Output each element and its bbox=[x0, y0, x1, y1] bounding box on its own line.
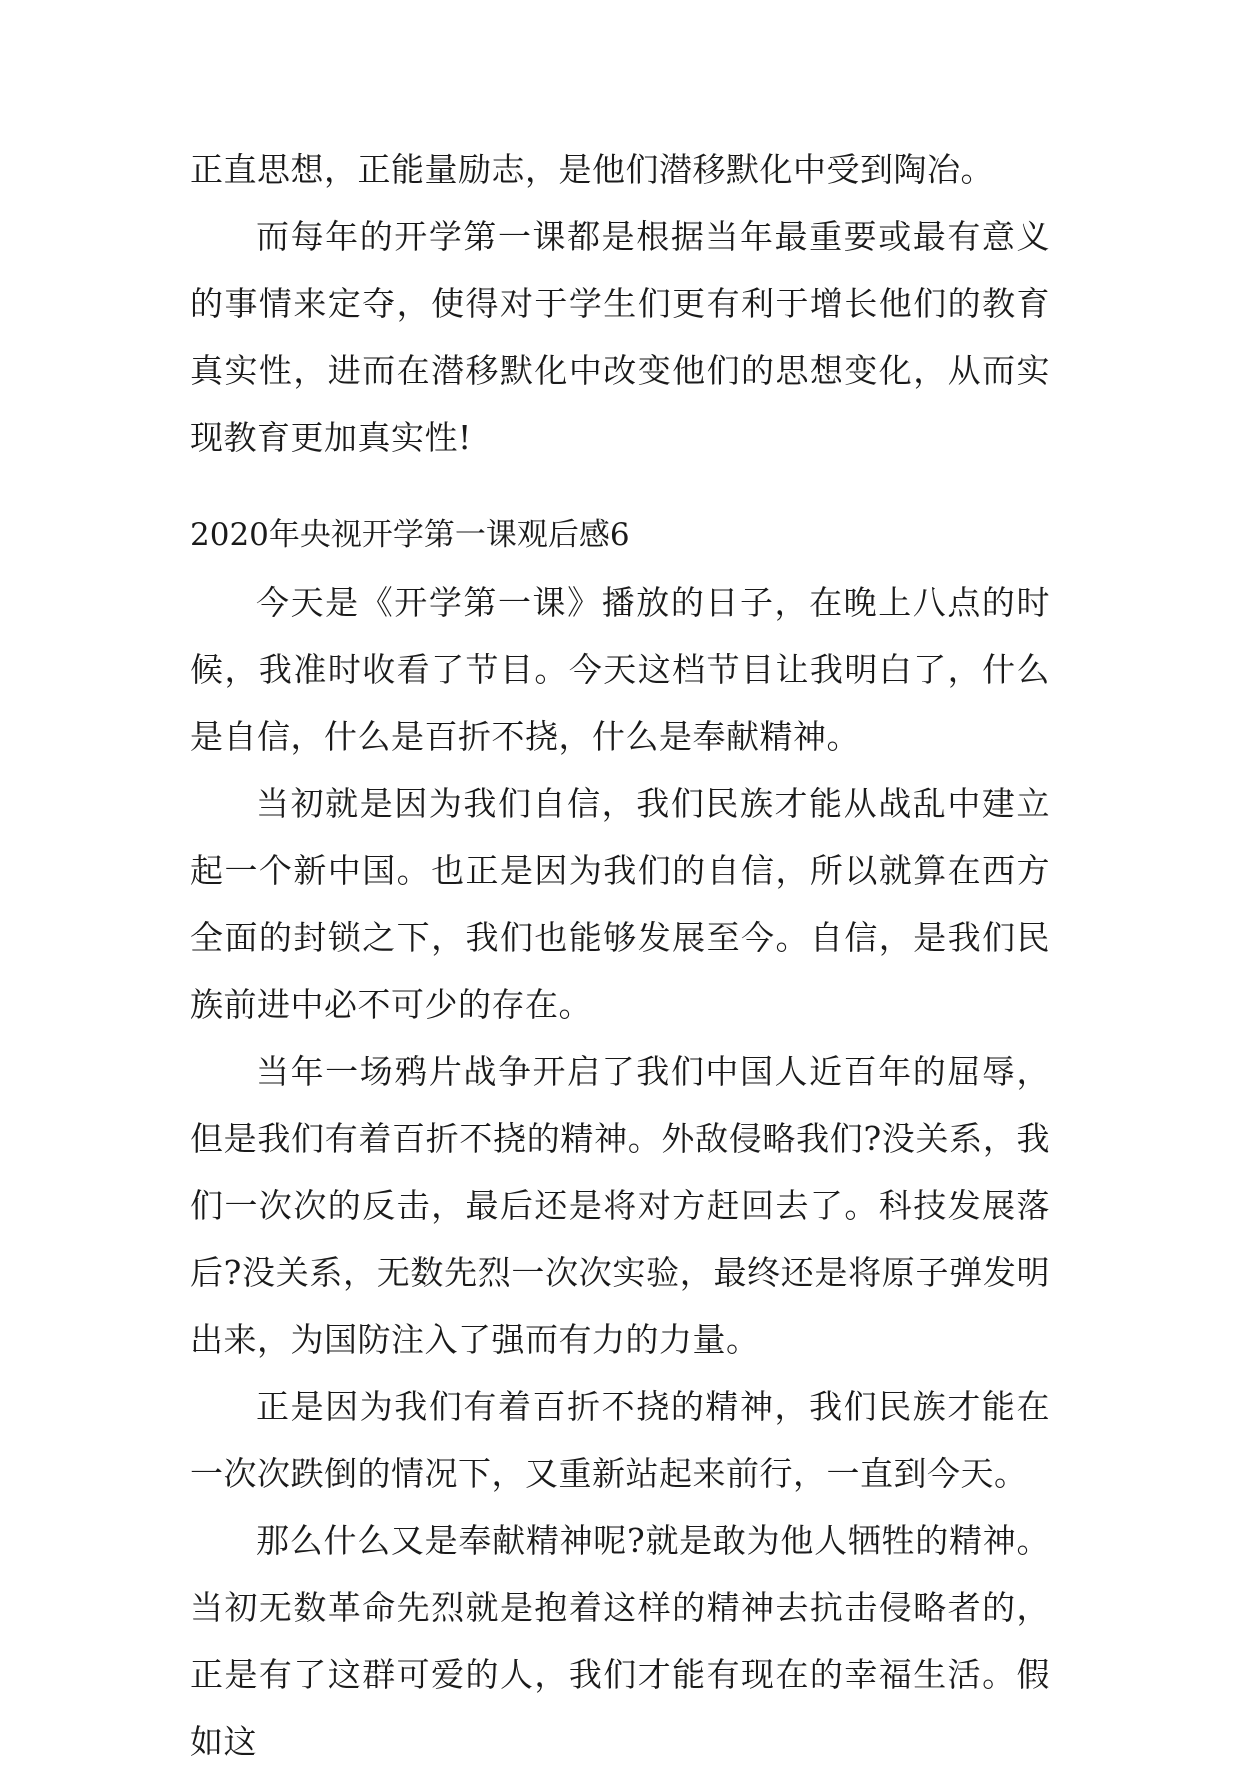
paragraph: 正是因为我们有着百折不挠的精神，我们民族才能在一次次跌倒的情况下，又重新站起来前行，一直到今天。 bbox=[190, 1387, 1050, 1493]
paragraph-continued: 正直思想，正能量励志，是他们潜移默化中受到陶冶。 bbox=[190, 150, 994, 189]
paragraph: 那么什么又是奉献精神呢?就是敢为他人牺牲的精神。当初无数革命先烈就是抱着这样的精神去抗击侵略者的，正是有了这群可爱的人，我们才能有现在的幸福生活。假如这 bbox=[190, 1521, 1050, 1761]
top-section bbox=[190, 136, 1050, 471]
paragraph: 今天是《开学第一课》播放的日子，在晚上八点的时候，我准时收看了节目。今天这档节目让我明白了，什么是自信，什么是百折不挠，什么是奉献精神。 bbox=[190, 583, 1050, 756]
essay-body bbox=[190, 569, 1050, 1775]
section-heading: 2020年央视开学第一课观后感6 bbox=[190, 517, 630, 553]
paragraph: 当年一场鸦片战争开启了我们中国人近百年的屈辱，但是我们有着百折不挠的精神。外敌侵略我们?没关系，我们一次次的反击，最后还是将对方赶回去了。科技发展落后?没关系，无数先烈一次次实验，最终还是将原子弹发明出来，为国防注入了强而有力的力量。 bbox=[190, 1052, 1050, 1359]
paragraph: 而每年的开学第一课都是根据当年最重要或最有意义的事情来定夺，使得对于学生们更有利于增长他们的教育真实性，进而在潜移默化中改变他们的思想变化，从而实现教育更加真实性! bbox=[190, 217, 1050, 457]
paragraph: 当初就是因为我们自信，我们民族才能从战乱中建立起一个新中国。也正是因为我们的自信，所以就算在西方全面的封锁之下，我们也能够发展至今。自信，是我们民族前进中必不可少的存在。 bbox=[190, 784, 1050, 1024]
